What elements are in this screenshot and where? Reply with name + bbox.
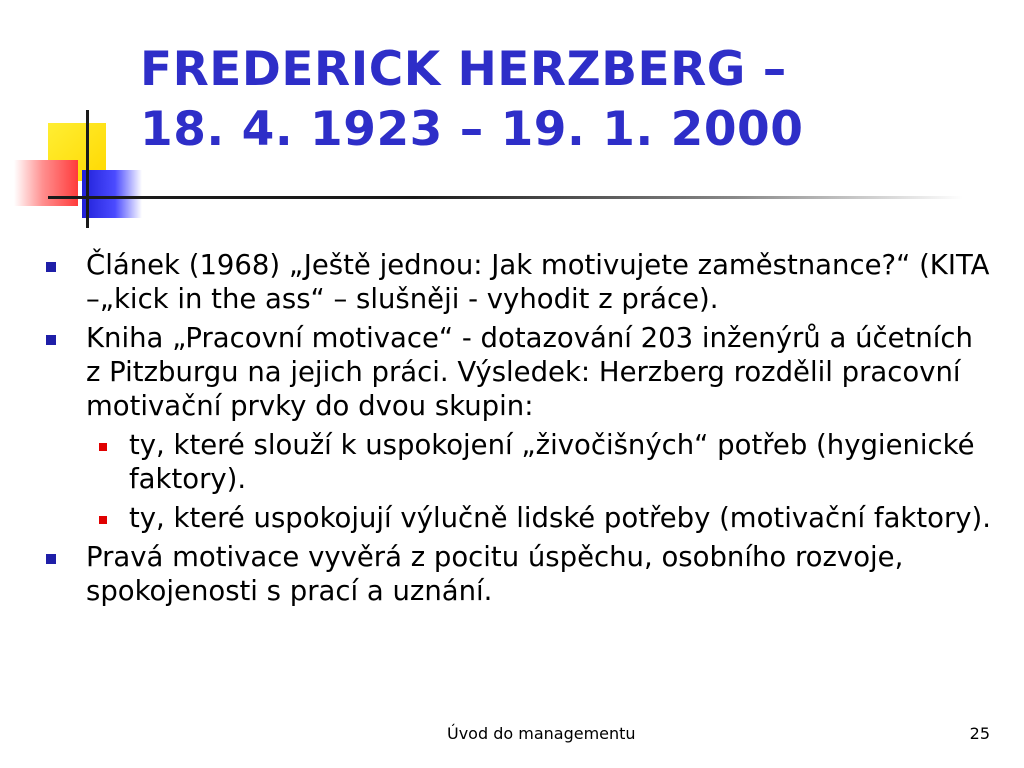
- square-bullet-icon: [46, 335, 56, 345]
- title-underline: [48, 196, 963, 199]
- title-line: 18. 4. 1923 – 19. 1. 2000: [140, 102, 804, 157]
- page-number: 25: [969, 724, 990, 743]
- bullet-text: Kniha „Pracovní motivace“ - dotazování 203 inženýrů a účetních z Pitzburgu na jejich práci. Výsledek: Herzberg rozdělil pracovní motivační prvky do dvou skupin:: [86, 322, 973, 422]
- sub-bullet-item: [129, 501, 996, 535]
- bullet-text: Pravá motivace vyvěrá z pocitu úspěchu, osobního rozvoje, spokojenosti s prací a uznání.: [86, 541, 904, 607]
- square-bullet-icon: [99, 443, 107, 451]
- blue-square-decoration: [82, 170, 142, 218]
- bullet-item: [86, 248, 996, 316]
- square-bullet-icon: [99, 516, 107, 524]
- title-line: FREDERICK HERZBERG –: [140, 42, 787, 97]
- bullet-item: [86, 540, 996, 608]
- footer-title: Úvod do managementu: [447, 724, 636, 743]
- square-bullet-icon: [46, 554, 56, 564]
- sub-bullet-text: ty, které uspokojují výlučně lidské potřeby (motivační faktory).: [129, 502, 992, 534]
- red-square-decoration: [14, 160, 78, 206]
- sub-bullet-item: [129, 428, 996, 496]
- sub-bullet-text: ty, které slouží k uspokojení „živočišných“ potřeb (hygienické faktory).: [129, 429, 975, 495]
- slide-title: [140, 40, 1000, 160]
- square-bullet-icon: [46, 262, 56, 272]
- vertical-line-decoration: [86, 110, 89, 228]
- bullet-text: Článek (1968) „Ještě jednou: Jak motivujete zaměstnance?“ (KITA –„kick in the ass“ – slušněji - vyhodit z práce).: [86, 249, 990, 315]
- bullet-list: [86, 248, 996, 613]
- bullet-item: [86, 321, 996, 423]
